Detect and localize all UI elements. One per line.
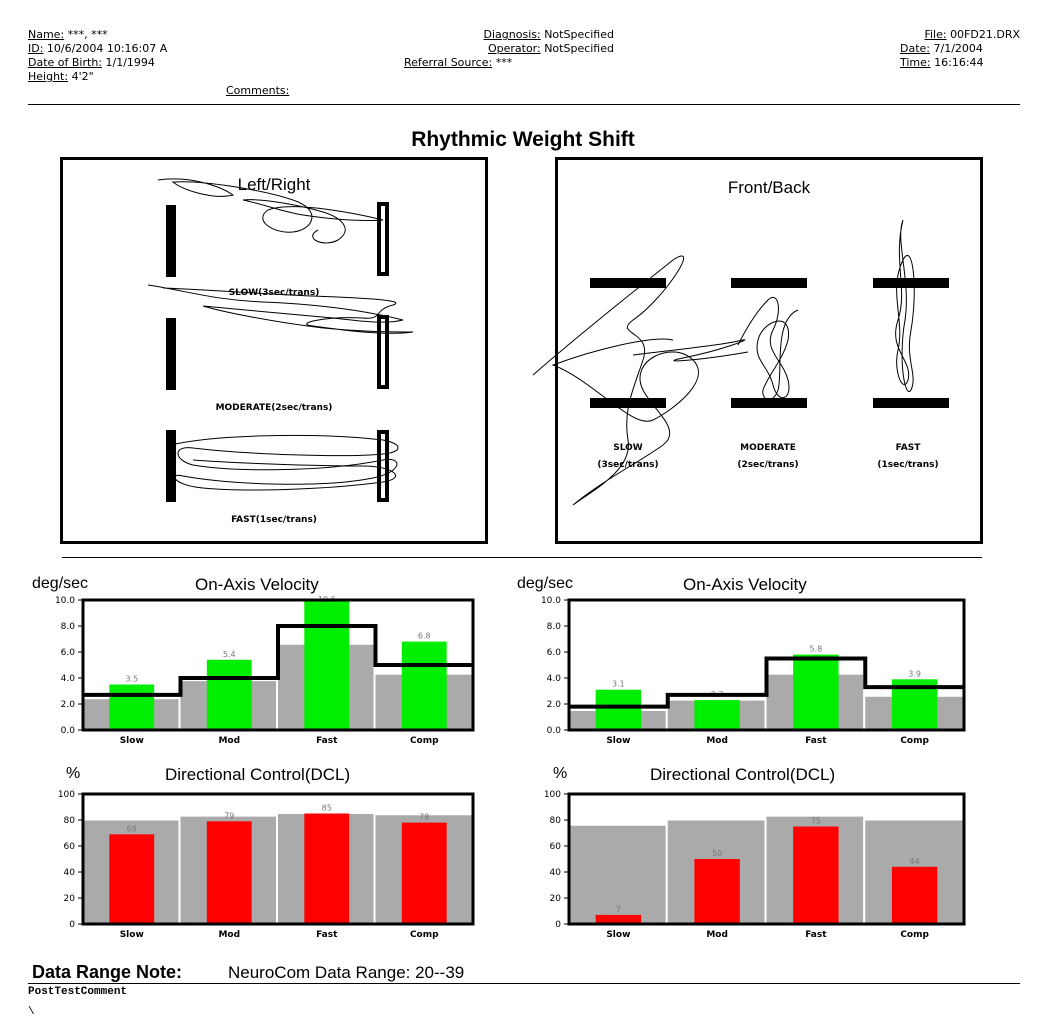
x-tick-label-fast: Fast <box>316 736 338 746</box>
header-divider <box>28 104 1020 105</box>
y-tick-label: 0.0 <box>60 726 75 736</box>
height-key: Height: <box>28 70 69 83</box>
left-right-trace-svg <box>63 160 485 541</box>
bar-mod <box>207 660 252 730</box>
y-tick-label: 2.0 <box>60 700 75 710</box>
value-label-comp: 6.8 <box>417 631 431 641</box>
height-value: 4'2" <box>71 70 94 83</box>
id-key: ID: <box>28 42 44 55</box>
chart1-ylabel: deg/sec <box>32 575 89 592</box>
value-label-slow: 3.5 <box>125 674 139 684</box>
norm-divider <box>765 819 767 924</box>
dcl-chart-right <box>514 782 974 947</box>
value-label-mod: 5.4 <box>222 649 236 659</box>
front-back-panel <box>555 157 983 544</box>
value-label-fast: 10.6 <box>317 595 336 604</box>
time-value: 16:16:44 <box>934 56 984 69</box>
bar-fast <box>304 600 349 730</box>
norm-divider <box>276 680 278 730</box>
bar-mod <box>694 700 739 730</box>
value-label-comp: 78 <box>419 812 430 822</box>
lr-moderate-label: MODERATE(2sec/trans) <box>215 403 333 413</box>
norm-divider <box>863 815 865 924</box>
x-tick-label-mod: Mod <box>706 930 728 940</box>
y-tick-label: 6.0 <box>546 648 561 658</box>
fb-fast-label: FAST (1sec/trans) <box>877 443 939 470</box>
comments-label: Comments: <box>226 84 290 97</box>
y-tick-label: 20 <box>549 894 561 904</box>
x-tick-label-fast: Fast <box>316 930 338 940</box>
value-label-fast: 75 <box>810 816 821 826</box>
velocity-chart-right <box>514 590 974 750</box>
x-tick-label-comp: Comp <box>900 930 929 940</box>
value-label-mod: 2.3 <box>710 690 724 700</box>
left-right-panel <box>60 157 488 544</box>
value-label-mod: 79 <box>224 811 235 821</box>
y-tick-label: 4.0 <box>60 674 75 684</box>
y-tick-label: 8.0 <box>60 622 75 632</box>
header-right <box>880 28 1020 70</box>
value-label-slow: 7 <box>615 904 621 914</box>
referral-key: Referral Source: <box>404 56 493 69</box>
chart3-ylabel: % <box>66 765 81 782</box>
operator-value: NotSpecified <box>544 42 614 55</box>
fb-slow-top-bar <box>590 278 666 288</box>
diagnosis-value: NotSpecified <box>544 28 614 41</box>
norm-divider <box>765 699 767 730</box>
y-tick-label: 10.0 <box>54 596 75 606</box>
value-label-slow: 3.1 <box>612 679 625 689</box>
y-tick-label: 6.0 <box>60 648 75 658</box>
chart4-ylabel: % <box>553 765 568 782</box>
name-key: Name: <box>28 28 65 41</box>
operator-key: Operator: <box>487 42 541 55</box>
lr-fast-left-bar <box>166 430 176 502</box>
bar-mod <box>694 859 739 924</box>
id-value: 10/6/2004 10:16:07 A <box>46 42 168 55</box>
y-tick-label: 10.0 <box>540 596 561 606</box>
file-key: File: <box>924 28 947 41</box>
bar-comp <box>892 867 937 924</box>
y-tick-label: 40 <box>63 868 75 878</box>
x-tick-label-comp: Comp <box>409 930 439 940</box>
fb-moderate-label: MODERATE (2sec/trans) <box>737 443 799 470</box>
value-label-comp: 3.9 <box>908 669 921 679</box>
norm-divider <box>666 710 668 731</box>
bar-mod <box>207 821 252 924</box>
diagnosis-key: Diagnosis: <box>483 28 541 41</box>
value-label-comp: 44 <box>909 856 920 866</box>
y-tick-label: 80 <box>549 816 561 826</box>
left-right-title: Left/Right <box>237 175 311 194</box>
x-tick-label-fast: Fast <box>805 736 827 746</box>
y-tick-label: 4.0 <box>546 674 561 684</box>
x-tick-label-mod: Mod <box>218 736 241 746</box>
y-tick-label: 0.0 <box>546 726 561 736</box>
lr-slow-label: SLOW(3sec/trans) <box>228 288 320 298</box>
bar-comp <box>402 642 447 730</box>
bar-fast <box>793 827 838 925</box>
fb-fast-trace <box>896 220 915 392</box>
y-tick-label: 100 <box>57 790 75 800</box>
bar-slow <box>109 685 154 731</box>
dob-key: Date of Birth: <box>28 56 103 69</box>
x-tick-label-slow: Slow <box>119 736 144 746</box>
dcl-chart-left <box>28 782 478 947</box>
file-value: 00FD21.DRX <box>950 28 1020 41</box>
norm-divider <box>276 815 278 924</box>
referral-value: *** <box>495 56 513 69</box>
x-tick-label-slow: Slow <box>119 930 144 940</box>
post-test-comment: PostTestComment <box>28 986 128 998</box>
x-tick-label-slow: Slow <box>606 736 631 746</box>
y-tick-label: 8.0 <box>546 622 561 632</box>
value-label-slow: 69 <box>126 824 137 834</box>
y-tick-label: 100 <box>543 790 561 800</box>
value-label-fast: 5.8 <box>809 644 823 654</box>
lr-fast-trace <box>171 435 398 490</box>
y-tick-label: 2.0 <box>546 700 561 710</box>
section-divider <box>62 557 982 558</box>
velocity-chart-left <box>28 590 478 750</box>
norm-divider <box>179 698 181 730</box>
bar-slow <box>109 834 154 924</box>
lr-slow-left-bar <box>166 205 176 277</box>
norm-divider <box>374 813 376 925</box>
page-title: Rhythmic Weight Shift <box>411 128 635 151</box>
chart3-title: Directional Control(DCL) <box>165 765 351 784</box>
x-tick-label-slow: Slow <box>606 930 631 940</box>
bar-comp <box>402 823 447 924</box>
time-key: Time: <box>900 56 931 69</box>
bar-slow <box>596 690 641 730</box>
date-value: 7/1/2004 <box>933 42 983 55</box>
bar-fast <box>793 655 838 730</box>
fb-moderate-top-bar <box>731 278 807 288</box>
norm-divider <box>179 819 181 924</box>
norm-divider <box>666 824 668 924</box>
x-tick-label-comp: Comp <box>900 736 929 746</box>
lr-moderate-left-bar <box>166 318 176 390</box>
y-tick-label: 60 <box>549 842 561 852</box>
footer-divider <box>28 983 1020 984</box>
front-back-title: Front/Back <box>727 178 811 197</box>
comment-text: \ <box>28 1006 35 1018</box>
bar-fast <box>304 814 349 925</box>
name-value: ***, *** <box>67 28 108 41</box>
x-tick-label-mod: Mod <box>706 736 728 746</box>
header-center <box>404 28 614 70</box>
fb-fast-top-bar <box>873 278 949 288</box>
chart1-title: On-Axis Velocity <box>195 575 319 594</box>
y-tick-label: 40 <box>549 868 561 878</box>
front-back-trace-svg <box>533 160 955 541</box>
x-tick-label-fast: Fast <box>805 930 827 940</box>
value-label-fast: 85 <box>321 803 332 813</box>
data-range-note-label: Data Range Note: <box>32 962 183 982</box>
chart2-ylabel: deg/sec <box>517 575 574 592</box>
fb-moderate-trace <box>738 297 798 399</box>
dob-value: 1/1/1994 <box>105 56 155 69</box>
y-tick-label: 20 <box>63 894 75 904</box>
x-tick-label-mod: Mod <box>218 930 241 940</box>
header-left <box>28 28 167 84</box>
fb-fast-bottom-bar <box>873 398 949 408</box>
chart2-title: On-Axis Velocity <box>683 575 807 594</box>
y-tick-label: 60 <box>63 842 75 852</box>
chart4-title: Directional Control(DCL) <box>650 765 836 784</box>
lr-fast-label: FAST(1sec/trans) <box>231 515 317 525</box>
data-range-note-text: NeuroCom Data Range: 20--39 <box>228 963 465 982</box>
y-tick-label: 80 <box>63 816 75 826</box>
x-tick-label-comp: Comp <box>409 736 439 746</box>
y-tick-label: 0 <box>555 920 561 930</box>
y-tick-label: 0 <box>69 920 75 930</box>
date-key: Date: <box>900 42 930 55</box>
value-label-mod: 50 <box>712 849 723 858</box>
fb-slow-label: SLOW (3sec/trans) <box>597 443 659 470</box>
